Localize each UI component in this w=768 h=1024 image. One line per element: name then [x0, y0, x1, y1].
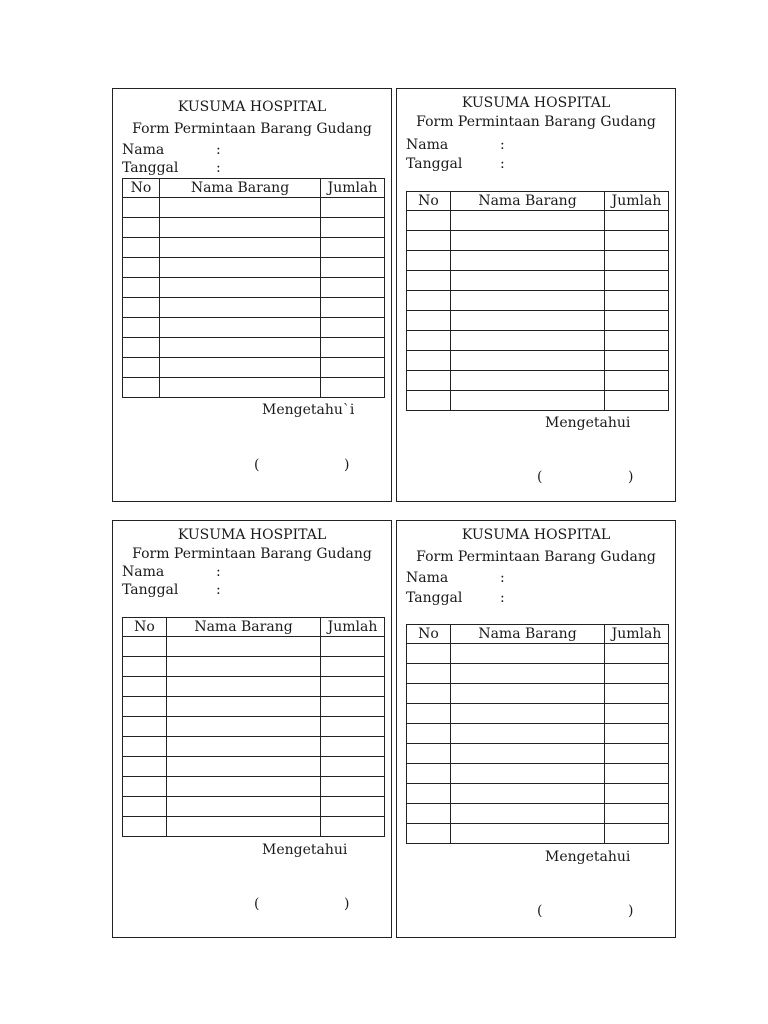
- signature-close-paren: ): [628, 903, 634, 919]
- table-row: [407, 724, 669, 744]
- quantity-cell[interactable]: [605, 724, 669, 744]
- item-name-cell[interactable]: [167, 657, 321, 677]
- column-header-no: No: [123, 179, 160, 198]
- request-form-bottom-right: [396, 520, 676, 938]
- signature-open-paren: (: [537, 903, 543, 919]
- quantity-cell[interactable]: [605, 824, 669, 844]
- table-row: [123, 677, 385, 697]
- column-header-no: No: [123, 618, 167, 637]
- request-form-top-right: [396, 88, 676, 502]
- acknowledgment-label: Mengetahu`i: [262, 402, 355, 418]
- no-cell[interactable]: [407, 644, 451, 664]
- item-name-cell[interactable]: [451, 251, 605, 271]
- name-colon: :: [500, 137, 505, 153]
- items-table: [406, 191, 669, 411]
- no-cell[interactable]: [123, 298, 160, 318]
- no-cell[interactable]: [123, 198, 160, 218]
- table-row: [123, 777, 385, 797]
- item-name-cell[interactable]: [160, 338, 321, 358]
- item-name-cell[interactable]: [167, 737, 321, 757]
- item-name-cell[interactable]: [167, 717, 321, 737]
- table-row: [123, 717, 385, 737]
- no-cell[interactable]: [123, 318, 160, 338]
- no-cell[interactable]: [123, 218, 160, 238]
- item-name-cell[interactable]: [160, 198, 321, 218]
- signature-close-paren: ): [344, 896, 350, 912]
- quantity-cell[interactable]: [605, 251, 669, 271]
- no-cell[interactable]: [407, 391, 451, 411]
- table-row: [123, 298, 385, 318]
- no-cell[interactable]: [407, 231, 451, 251]
- quantity-cell[interactable]: [605, 704, 669, 724]
- no-cell[interactable]: [123, 378, 160, 398]
- quantity-cell[interactable]: [321, 657, 385, 677]
- table-header-row: [407, 192, 669, 211]
- hospital-name: KUSUMA HOSPITAL: [461, 527, 611, 543]
- table-row: [123, 318, 385, 338]
- no-cell[interactable]: [407, 664, 451, 684]
- hospital-name: KUSUMA HOSPITAL: [177, 99, 327, 115]
- item-name-cell[interactable]: [167, 757, 321, 777]
- table-row: [407, 644, 669, 664]
- table-row: [123, 218, 385, 238]
- no-cell[interactable]: [407, 271, 451, 291]
- name-field: [122, 142, 221, 158]
- item-name-cell[interactable]: [451, 311, 605, 331]
- quantity-cell[interactable]: [605, 804, 669, 824]
- no-cell[interactable]: [123, 777, 167, 797]
- quantity-cell[interactable]: [605, 351, 669, 371]
- no-cell[interactable]: [123, 737, 167, 757]
- quantity-cell[interactable]: [605, 231, 669, 251]
- no-cell[interactable]: [123, 757, 167, 777]
- form-title: Form Permintaan Barang Gudang: [416, 114, 656, 130]
- table-row: [123, 338, 385, 358]
- quantity-cell[interactable]: [605, 311, 669, 331]
- no-cell[interactable]: [123, 238, 160, 258]
- quantity-cell[interactable]: [321, 198, 385, 218]
- no-cell[interactable]: [123, 358, 160, 378]
- quantity-cell[interactable]: [321, 817, 385, 837]
- date-label: Tanggal: [122, 582, 179, 598]
- no-cell[interactable]: [123, 797, 167, 817]
- table-row: [407, 804, 669, 824]
- no-cell[interactable]: [407, 744, 451, 764]
- item-name-cell[interactable]: [451, 764, 605, 784]
- name-label: Nama: [406, 570, 449, 586]
- quantity-cell[interactable]: [605, 664, 669, 684]
- items-table: [122, 617, 385, 837]
- acknowledgment-label: Mengetahui: [545, 849, 631, 865]
- name-label: Nama: [406, 137, 449, 153]
- signature-open-paren: (: [254, 896, 260, 912]
- quantity-cell[interactable]: [605, 331, 669, 351]
- no-cell[interactable]: [407, 684, 451, 704]
- no-cell[interactable]: [407, 331, 451, 351]
- table-row: [407, 291, 669, 311]
- name-field: [406, 137, 505, 153]
- table-row: [407, 784, 669, 804]
- table-row: [123, 657, 385, 677]
- no-cell[interactable]: [407, 251, 451, 271]
- date-colon: :: [216, 160, 221, 176]
- date-colon: :: [500, 156, 505, 172]
- form-title: Form Permintaan Barang Gudang: [132, 121, 372, 137]
- column-header-quantity: Jumlah: [605, 192, 669, 211]
- quantity-cell[interactable]: [321, 378, 385, 398]
- signature-open-paren: (: [254, 457, 260, 473]
- table-row: [123, 378, 385, 398]
- item-name-cell[interactable]: [167, 697, 321, 717]
- column-header-quantity: Jumlah: [321, 179, 385, 198]
- quantity-cell[interactable]: [605, 764, 669, 784]
- quantity-cell[interactable]: [321, 777, 385, 797]
- table-row: [407, 704, 669, 724]
- name-field: [406, 570, 505, 586]
- signature-close-paren: ): [344, 457, 350, 473]
- table-row: [407, 764, 669, 784]
- table-header-row: [123, 618, 385, 637]
- table-row: [123, 278, 385, 298]
- items-table: [406, 624, 669, 844]
- item-name-cell[interactable]: [451, 704, 605, 724]
- no-cell[interactable]: [407, 311, 451, 331]
- date-label: Tanggal: [122, 160, 179, 176]
- name-label: Nama: [122, 564, 165, 580]
- no-cell[interactable]: [123, 717, 167, 737]
- hospital-name: KUSUMA HOSPITAL: [177, 527, 327, 543]
- table-row: [407, 824, 669, 844]
- request-form-top-left: [112, 88, 392, 502]
- quantity-cell[interactable]: [605, 391, 669, 411]
- acknowledgment-label: Mengetahui: [262, 842, 348, 858]
- item-name-cell[interactable]: [160, 218, 321, 238]
- quantity-cell[interactable]: [605, 684, 669, 704]
- item-name-cell[interactable]: [451, 351, 605, 371]
- item-name-cell[interactable]: [451, 684, 605, 704]
- column-header-item-name: Nama Barang: [167, 618, 321, 637]
- date-label: Tanggal: [406, 590, 463, 606]
- date-colon: :: [500, 590, 505, 606]
- table-row: [407, 331, 669, 351]
- item-name-cell[interactable]: [451, 211, 605, 231]
- item-name-cell[interactable]: [451, 391, 605, 411]
- item-name-cell[interactable]: [451, 231, 605, 251]
- date-field: [122, 582, 221, 598]
- column-header-no: No: [407, 625, 451, 644]
- item-name-cell[interactable]: [451, 724, 605, 744]
- column-header-no: No: [407, 192, 451, 211]
- name-colon: :: [500, 570, 505, 586]
- table-row: [407, 371, 669, 391]
- date-field: [122, 160, 221, 176]
- quantity-cell[interactable]: [321, 717, 385, 737]
- no-cell[interactable]: [123, 817, 167, 837]
- column-header-item-name: Nama Barang: [451, 625, 605, 644]
- no-cell[interactable]: [407, 371, 451, 391]
- item-name-cell[interactable]: [167, 637, 321, 657]
- no-cell[interactable]: [123, 677, 167, 697]
- date-label: Tanggal: [406, 156, 463, 172]
- no-cell[interactable]: [123, 697, 167, 717]
- table-row: [407, 744, 669, 764]
- quantity-cell[interactable]: [321, 797, 385, 817]
- item-name-cell[interactable]: [160, 258, 321, 278]
- quantity-cell[interactable]: [321, 338, 385, 358]
- quantity-cell[interactable]: [605, 644, 669, 664]
- item-name-cell[interactable]: [160, 298, 321, 318]
- item-name-cell[interactable]: [160, 358, 321, 378]
- table-row: [123, 757, 385, 777]
- date-field: [406, 156, 505, 172]
- date-colon: :: [216, 582, 221, 598]
- acknowledgment-label: Mengetahui: [545, 415, 631, 431]
- no-cell[interactable]: [407, 211, 451, 231]
- no-cell[interactable]: [123, 278, 160, 298]
- item-name-cell[interactable]: [451, 784, 605, 804]
- signature-open-paren: (: [537, 469, 543, 485]
- table-row: [407, 391, 669, 411]
- item-name-cell[interactable]: [451, 824, 605, 844]
- no-cell[interactable]: [407, 764, 451, 784]
- table-row: [123, 817, 385, 837]
- signature-close-paren: ): [628, 469, 634, 485]
- quantity-cell[interactable]: [321, 298, 385, 318]
- table-header-row: [407, 625, 669, 644]
- no-cell[interactable]: [407, 724, 451, 744]
- quantity-cell[interactable]: [605, 271, 669, 291]
- item-name-cell[interactable]: [160, 278, 321, 298]
- quantity-cell[interactable]: [321, 218, 385, 238]
- quantity-cell[interactable]: [321, 757, 385, 777]
- item-name-cell[interactable]: [451, 271, 605, 291]
- quantity-cell[interactable]: [321, 238, 385, 258]
- date-field: [406, 590, 505, 606]
- quantity-cell[interactable]: [321, 358, 385, 378]
- table-row: [123, 258, 385, 278]
- hospital-name: KUSUMA HOSPITAL: [461, 95, 611, 111]
- table-row: [123, 737, 385, 757]
- item-name-cell[interactable]: [451, 331, 605, 351]
- no-cell[interactable]: [407, 804, 451, 824]
- item-name-cell[interactable]: [451, 804, 605, 824]
- column-header-item-name: Nama Barang: [160, 179, 321, 198]
- form-title: Form Permintaan Barang Gudang: [416, 549, 656, 565]
- quantity-cell[interactable]: [605, 371, 669, 391]
- item-name-cell[interactable]: [160, 318, 321, 338]
- quantity-cell[interactable]: [321, 278, 385, 298]
- item-name-cell[interactable]: [451, 291, 605, 311]
- item-name-cell[interactable]: [167, 677, 321, 697]
- table-row: [407, 211, 669, 231]
- name-label: Nama: [122, 142, 165, 158]
- item-name-cell[interactable]: [160, 238, 321, 258]
- no-cell[interactable]: [407, 291, 451, 311]
- no-cell[interactable]: [123, 258, 160, 278]
- no-cell[interactable]: [123, 657, 167, 677]
- items-table: [122, 178, 385, 398]
- quantity-cell[interactable]: [605, 784, 669, 804]
- quantity-cell[interactable]: [605, 211, 669, 231]
- item-name-cell[interactable]: [167, 817, 321, 837]
- table-row: [123, 358, 385, 378]
- quantity-cell[interactable]: [321, 677, 385, 697]
- quantity-cell[interactable]: [321, 258, 385, 278]
- name-colon: :: [216, 142, 221, 158]
- table-row: [407, 311, 669, 331]
- item-name-cell[interactable]: [451, 744, 605, 764]
- table-row: [123, 697, 385, 717]
- form-title: Form Permintaan Barang Gudang: [132, 546, 372, 562]
- item-name-cell[interactable]: [167, 797, 321, 817]
- item-name-cell[interactable]: [451, 644, 605, 664]
- request-form-bottom-left: [112, 520, 392, 938]
- table-row: [407, 351, 669, 371]
- column-header-quantity: Jumlah: [321, 618, 385, 637]
- no-cell[interactable]: [407, 824, 451, 844]
- table-row: [123, 238, 385, 258]
- quantity-cell[interactable]: [321, 318, 385, 338]
- quantity-cell[interactable]: [321, 637, 385, 657]
- no-cell[interactable]: [407, 351, 451, 371]
- table-row: [407, 251, 669, 271]
- no-cell[interactable]: [123, 338, 160, 358]
- item-name-cell[interactable]: [160, 378, 321, 398]
- table-header-row: [123, 179, 385, 198]
- column-header-quantity: Jumlah: [605, 625, 669, 644]
- table-row: [407, 684, 669, 704]
- no-cell[interactable]: [123, 637, 167, 657]
- table-row: [407, 664, 669, 684]
- quantity-cell[interactable]: [321, 697, 385, 717]
- no-cell[interactable]: [407, 704, 451, 724]
- item-name-cell[interactable]: [451, 371, 605, 391]
- quantity-cell[interactable]: [605, 744, 669, 764]
- quantity-cell[interactable]: [605, 291, 669, 311]
- quantity-cell[interactable]: [321, 737, 385, 757]
- table-row: [123, 797, 385, 817]
- no-cell[interactable]: [407, 784, 451, 804]
- item-name-cell[interactable]: [167, 777, 321, 797]
- name-field: [122, 564, 221, 580]
- table-row: [407, 231, 669, 251]
- table-row: [407, 271, 669, 291]
- name-colon: :: [216, 564, 221, 580]
- table-row: [123, 198, 385, 218]
- table-row: [123, 637, 385, 657]
- item-name-cell[interactable]: [451, 664, 605, 684]
- column-header-item-name: Nama Barang: [451, 192, 605, 211]
